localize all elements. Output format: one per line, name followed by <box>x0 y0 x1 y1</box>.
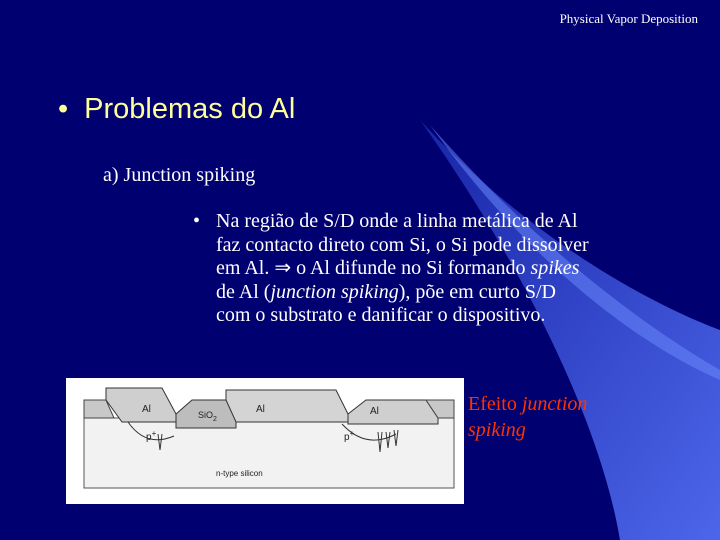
paragraph-line-4a: de Al ( <box>216 280 271 303</box>
paragraph-junction-spiking: junction spiking <box>270 280 399 303</box>
caption-efeito: Efeito <box>468 393 522 415</box>
caption-spiking: spiking <box>468 419 526 441</box>
header-title: Physical Vapor Deposition <box>559 11 698 26</box>
title-text: Problemas do Al <box>84 93 296 125</box>
paragraph-text <box>216 210 673 328</box>
label-sio2: SiO$_2$ <box>198 410 217 423</box>
cross-section-diagram <box>66 378 464 504</box>
paragraph-line-3: em Al. ⇒ o Al difunde no Si formando <box>216 257 531 280</box>
paragraph-line-4b: ), põe em curto S/D <box>398 280 556 303</box>
paragraph-spikes: spikes <box>530 257 580 280</box>
paragraph-line-1: Na região de S/D onde a linha metálica de Al <box>216 210 578 232</box>
caption-junction: junction <box>521 393 588 415</box>
figure-caption <box>468 391 668 443</box>
label-al-left: Al <box>142 404 151 415</box>
label-substrate: n-type silicon <box>216 469 263 478</box>
junction-spiking-figure <box>66 378 464 504</box>
label-p-left: p+ <box>146 429 157 443</box>
label-p-right: p+ <box>344 429 355 443</box>
slide-title <box>58 93 295 126</box>
label-al-right: Al <box>370 406 379 417</box>
paragraph-bullet: • <box>193 210 201 232</box>
paragraph-line-2: faz contacto direto com Si, o Si pode dissolver <box>216 233 589 256</box>
subheading: a) Junction spiking <box>103 164 256 186</box>
bullet-paragraph <box>193 210 673 328</box>
title-bullet: • <box>58 93 69 125</box>
label-al-mid: Al <box>256 404 265 415</box>
paragraph-line-5: com o substrato e danificar o dispositivo. <box>216 304 546 327</box>
